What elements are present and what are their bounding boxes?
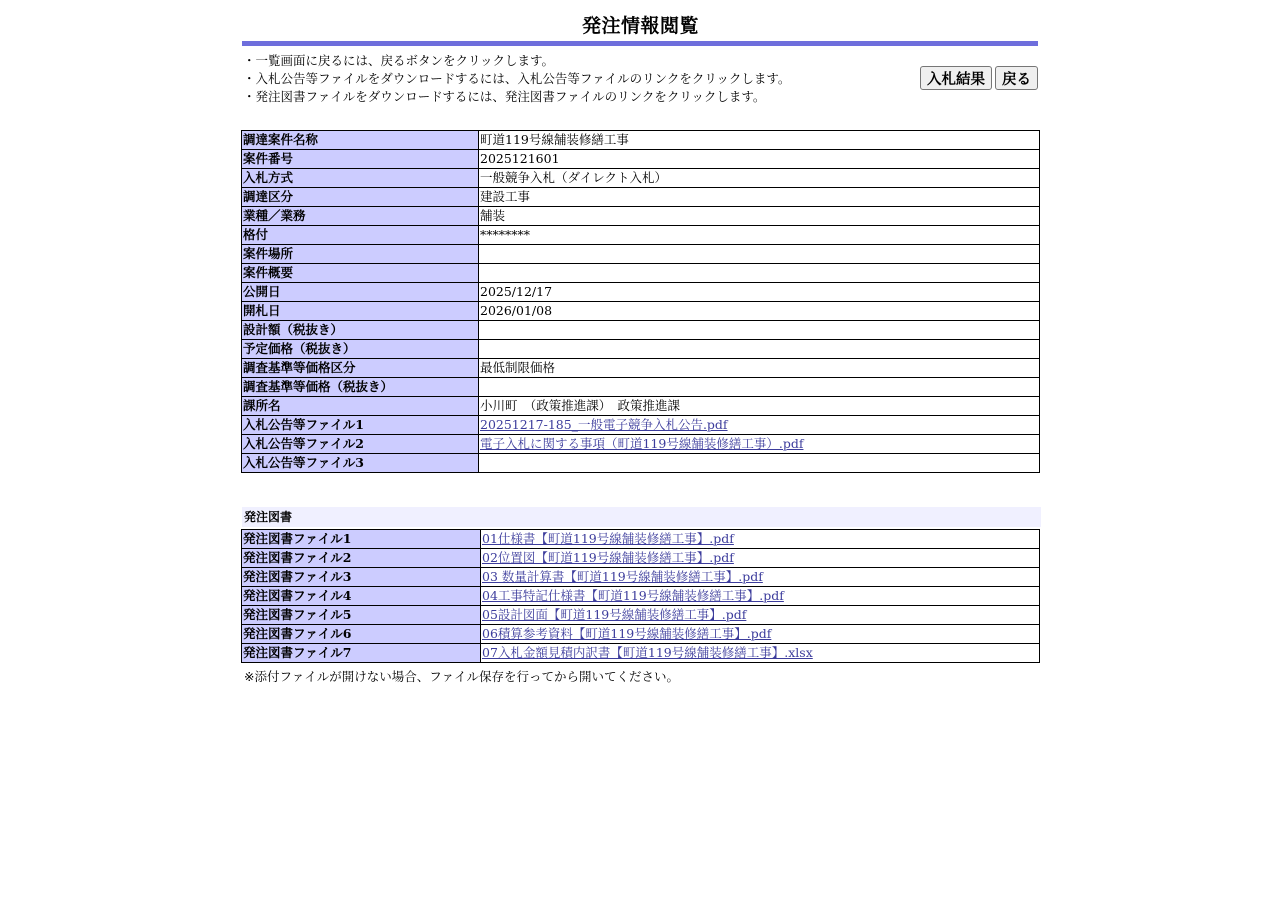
row-label: 公開日 [242,283,479,302]
row-value [481,549,1040,568]
page-title: 発注情報閲覧 [581,15,699,37]
row-label: 発注図書ファイル1 [242,530,481,549]
table-row [242,625,1040,644]
table-row [242,321,1040,340]
row-value [479,416,1040,435]
note-back: ・一覧画面に戻るには、戻るボタンをクリックします。 [243,53,555,68]
bid-result-button[interactable]: 入札結果 [920,66,992,90]
note-notice-download: ・入札公告等ファイルをダウンロードするには、入札公告等ファイルのリンクをクリックします。 [243,71,791,86]
row-label: 調達案件名称 [242,131,479,150]
row-value [481,530,1040,549]
row-value [481,606,1040,625]
row-value: 最低制限価格 [479,359,1040,378]
row-label: 調査基準等価格区分 [242,359,479,378]
row-label: 予定価格（税抜き） [242,340,479,359]
table-row [242,340,1040,359]
row-value [481,625,1040,644]
row-value: 小川町 （政策推進課） 政策推進課 [479,397,1040,416]
table-row [242,188,1040,207]
file-download-link[interactable]: 07入札金額見積内訳書【町道119号線舗装修繕工事】.xlsx [482,645,813,660]
file-download-link[interactable]: 01仕様書【町道119号線舗装修繕工事】.pdf [482,531,734,546]
intro-area [241,46,1040,130]
row-label: 案件概要 [242,264,479,283]
row-value [481,644,1040,663]
table-row [242,549,1040,568]
table-row [242,378,1040,397]
row-label: 発注図書ファイル4 [242,587,481,606]
row-label: 業種／業務 [242,207,479,226]
row-label: 開札日 [242,302,479,321]
table-row [242,264,1040,283]
row-value: 2025121601 [479,150,1040,169]
row-label: 発注図書ファイル6 [242,625,481,644]
row-value: ******** [479,226,1040,245]
row-label: 発注図書ファイル2 [242,549,481,568]
row-value [481,587,1040,606]
row-value [479,264,1040,283]
row-label: 入札公告等ファイル1 [242,416,479,435]
row-value [479,245,1040,264]
file-download-link[interactable]: 電子入札に関する事項（町道119号線舗装修繕工事）.pdf [480,436,804,451]
row-value: 舗装 [479,207,1040,226]
instruction-notes [243,52,790,106]
row-value [479,321,1040,340]
order-info-table [241,130,1040,473]
row-label: 調達区分 [242,188,479,207]
table-row [242,283,1040,302]
table-row [242,530,1040,549]
row-value: 町道119号線舗装修繕工事 [479,131,1040,150]
row-label: 発注図書ファイル7 [242,644,481,663]
row-value: 2025/12/17 [479,283,1040,302]
table-row [242,245,1040,264]
table-row [242,606,1040,625]
table-row [242,150,1040,169]
table-row [242,397,1040,416]
drawings-file-table [241,529,1040,663]
file-download-link[interactable]: 03 数量計算書【町道119号線舗装修繕工事】.pdf [482,569,763,584]
page-container [241,0,1040,685]
row-label: 案件場所 [242,245,479,264]
back-button[interactable]: 戻る [995,66,1038,90]
row-label: 入札公告等ファイル3 [242,454,479,473]
table-row [242,131,1040,150]
table-row [242,226,1040,245]
row-label: 入札公告等ファイル2 [242,435,479,454]
row-value [479,435,1040,454]
table-row [242,435,1040,454]
table-row [242,587,1040,606]
file-download-link[interactable]: 05設計図面【町道119号線舗装修繕工事】.pdf [482,607,747,622]
row-value [479,454,1040,473]
table-row [242,454,1040,473]
row-label: 案件番号 [242,150,479,169]
row-label: 課所名 [242,397,479,416]
row-value [479,378,1040,397]
table-row [242,568,1040,587]
row-value: 2026/01/08 [479,302,1040,321]
row-label: 調査基準等価格（税抜き） [242,378,479,397]
table-row [242,359,1040,378]
row-label: 発注図書ファイル3 [242,568,481,587]
drawings-section-title: 発注図書 [242,507,1041,527]
row-value [481,568,1040,587]
file-download-link[interactable]: 02位置図【町道119号線舗装修繕工事】.pdf [482,550,734,565]
table-row [242,207,1040,226]
file-download-link[interactable]: 04工事特記仕様書【町道119号線舗装修繕工事】.pdf [482,588,784,603]
file-download-link[interactable]: 20251217-185_一般電子競争入札公告.pdf [480,417,728,432]
table-row [242,416,1040,435]
table-row [242,169,1040,188]
file-download-link[interactable]: 06積算参考資料【町道119号線舗装修繕工事】.pdf [482,626,772,641]
attachment-footnote: ※添付ファイルが開けない場合、ファイル保存を行ってから開いてください。 [244,669,679,684]
row-label: 発注図書ファイル5 [242,606,481,625]
row-label: 入札方式 [242,169,479,188]
table-row [242,302,1040,321]
note-drawing-download: ・発注図書ファイルをダウンロードするには、発注図書ファイルのリンクをクリックします。 [243,89,766,104]
row-label: 格付 [242,226,479,245]
row-value [479,340,1040,359]
table-row [242,644,1040,663]
row-label: 設計額（税抜き） [242,321,479,340]
row-value: 一般競争入札（ダイレクト入札） [479,169,1040,188]
row-value: 建設工事 [479,188,1040,207]
action-buttons [920,66,1038,90]
